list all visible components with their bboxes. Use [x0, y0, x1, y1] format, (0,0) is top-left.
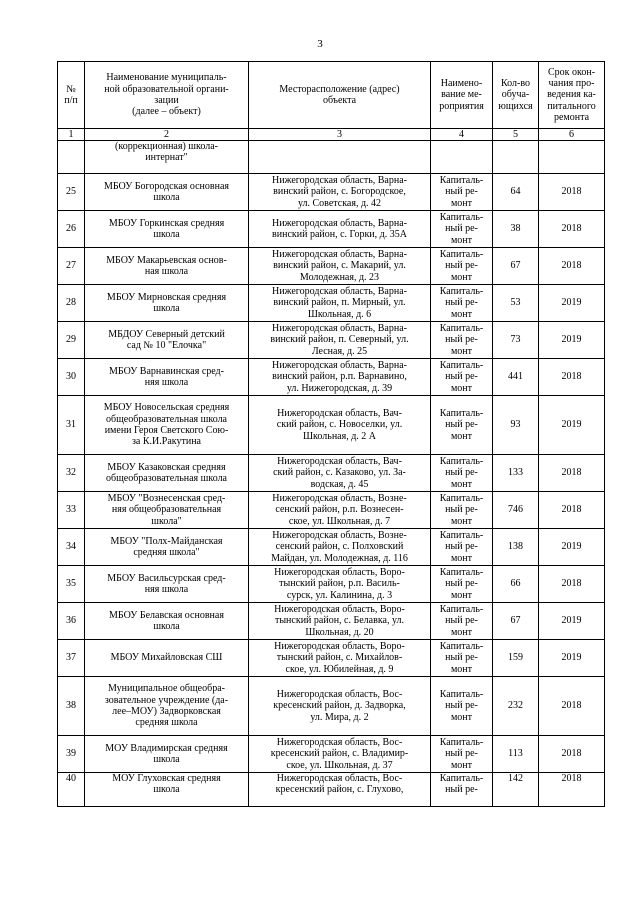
cell-year: 2018: [539, 492, 605, 529]
cell-name: МОУ Глуховская средняя школа: [85, 773, 249, 807]
cell-address: Нижегородская область, Воро- тынский район, р.п. Василь- сурск, ул. Калинина, д. 3: [249, 566, 431, 603]
cell-year: 2019: [539, 603, 605, 640]
cell-name: МБОУ Михайловская СШ: [85, 640, 249, 677]
cell-event: Капиталь- ный ре- монт: [431, 677, 493, 736]
cell-year: 2019: [539, 640, 605, 677]
table-row: [58, 211, 605, 248]
cell-year: 2019: [539, 322, 605, 359]
cell-name: МБОУ Горкинская средняя школа: [85, 211, 249, 248]
cell-name: Муниципальное общеобра- зовательное учреждение (да- лее–МОУ) Задворковская средняя школа: [85, 677, 249, 736]
cell-name: МБОУ Васильсурская сред- няя школа: [85, 566, 249, 603]
cell-no: 36: [58, 603, 85, 640]
cell-no: 31: [58, 396, 85, 455]
cell-count: 746: [493, 492, 539, 529]
cell-year: 2018: [539, 248, 605, 285]
column-number: 5: [493, 129, 539, 141]
cell-name: МБОУ Макарьевская основ- ная школа: [85, 248, 249, 285]
cell-event: Капиталь- ный ре- монт: [431, 455, 493, 492]
cell-address: Нижегородская область, Воро- тынский район, с. Михайлов- ское, ул. Юбилейная, д. 9: [249, 640, 431, 677]
cell-count: 232: [493, 677, 539, 736]
cell-name: (коррекционная) школа- интернат": [85, 141, 249, 174]
cell-address: Нижегородская область, Варна- винский район, п. Мирный, ул. Школьная, д. 6: [249, 285, 431, 322]
column-number: 2: [85, 129, 249, 141]
cell-event: Капиталь- ный ре- монт: [431, 736, 493, 773]
cell-year: 2018: [539, 455, 605, 492]
cell-name: МБОУ Новосельская средняя общеобразовательная школа имени Героя Светского Сою- за К.И.Ракутина: [85, 396, 249, 455]
cell-count: 159: [493, 640, 539, 677]
cell-count: 67: [493, 248, 539, 285]
cell-no: 35: [58, 566, 85, 603]
cell-no: 40: [58, 773, 85, 807]
cell-name: МБОУ Казаковская средняя общеобразовательная школа: [85, 455, 249, 492]
table-header-row: [58, 62, 605, 129]
objects-table: [57, 61, 605, 807]
cell-address: Нижегородская область, Вач- ский район, с. Новоселки, ул. Школьная, д. 2 А: [249, 396, 431, 455]
cell-year: 2018: [539, 773, 605, 807]
cell-event: Капиталь- ный ре- монт: [431, 322, 493, 359]
cell-no: 30: [58, 359, 85, 396]
cell-year: 2018: [539, 174, 605, 211]
cell-no: 25: [58, 174, 85, 211]
cell-count: 142: [493, 773, 539, 807]
cell-year: 2018: [539, 359, 605, 396]
cell-event: Капиталь- ный ре- монт: [431, 603, 493, 640]
cell-no: 34: [58, 529, 85, 566]
cell-no: 28: [58, 285, 85, 322]
cell-address: Нижегородская область, Варна- винский район, с. Богородское, ул. Советская, д. 42: [249, 174, 431, 211]
cell-event: Капиталь- ный ре- монт: [431, 211, 493, 248]
cell-address: Нижегородская область, Вос- кресенский район, с. Владимир- ское, ул. Школьная, д. 37: [249, 736, 431, 773]
column-header-address: Месторасположение (адрес) объекта: [249, 62, 431, 129]
cell-name: МБОУ Варнавинская сред- няя школа: [85, 359, 249, 396]
cell-event: Капиталь- ный ре- монт: [431, 566, 493, 603]
cell-address: Нижегородская область, Варна- винский район, с. Горки, д. 35А: [249, 211, 431, 248]
column-header-name: Наименование муниципаль- ной образовательной органи- зации (далее – объект): [85, 62, 249, 129]
column-header-no: № п/п: [58, 62, 85, 129]
cell-address: Нижегородская область, Возне- сенский район, р.п. Вознесен- ское, ул. Школьная, д. 7: [249, 492, 431, 529]
column-header-event: Наимено- вание ме- роприятия: [431, 62, 493, 129]
cell-event: Капиталь- ный ре- монт: [431, 640, 493, 677]
cell-year: 2018: [539, 736, 605, 773]
cell-name: МБОУ Мирновская средняя школа: [85, 285, 249, 322]
cell-count: 53: [493, 285, 539, 322]
cell-address: Нижегородская область, Варна- винский район, п. Северный, ул. Лесная, д. 25: [249, 322, 431, 359]
cell-count: 66: [493, 566, 539, 603]
cell-no: 38: [58, 677, 85, 736]
column-header-deadline: Срок окон- чания про- ведения ка- питального ремонта: [539, 62, 605, 129]
table-row: [58, 174, 605, 211]
cell-no: 39: [58, 736, 85, 773]
cell-event: Капиталь- ный ре- монт: [431, 285, 493, 322]
column-number: 3: [249, 129, 431, 141]
cell-no: 32: [58, 455, 85, 492]
cell-address: Нижегородская область, Вос- кресенский район, с. Глухово,: [249, 773, 431, 807]
column-number: 1: [58, 129, 85, 141]
continuation-row: [58, 141, 605, 174]
table-row: [58, 773, 605, 807]
cell-no: 29: [58, 322, 85, 359]
cell-address: Нижегородская область, Варна- винский район, с. Макарий, ул. Молодежная, д. 23: [249, 248, 431, 285]
cell-count: 441: [493, 359, 539, 396]
cell-count: 64: [493, 174, 539, 211]
table-row: [58, 640, 605, 677]
cell-year: 2019: [539, 529, 605, 566]
cell-name: МБОУ "Вознесенская сред- няя общеобразовательная школа": [85, 492, 249, 529]
cell-count: 67: [493, 603, 539, 640]
cell-event: Капиталь- ный ре- монт: [431, 359, 493, 396]
cell-event: Капиталь- ный ре- монт: [431, 396, 493, 455]
page-number: 3: [317, 38, 323, 50]
table-row: [58, 396, 605, 455]
cell-year: 2018: [539, 677, 605, 736]
table-row: [58, 455, 605, 492]
cell-no: 26: [58, 211, 85, 248]
table-row: [58, 566, 605, 603]
table-row: [58, 529, 605, 566]
cell-no: 37: [58, 640, 85, 677]
cell-address: Нижегородская область, Вач- ский район, с. Казаково, ул. За- водская, д. 45: [249, 455, 431, 492]
table-row: [58, 322, 605, 359]
table-row: [58, 492, 605, 529]
cell-address: Нижегородская область, Воро- тынский район, с. Белавка, ул. Школьная, д. 20: [249, 603, 431, 640]
cell-no: 27: [58, 248, 85, 285]
table-row: [58, 359, 605, 396]
cell-address: Нижегородская область, Вос- кресенский район, д. Задворка, ул. Мира, д. 2: [249, 677, 431, 736]
cell-year: 2019: [539, 396, 605, 455]
cell-no: 33: [58, 492, 85, 529]
cell-event: Капиталь- ный ре- монт: [431, 492, 493, 529]
cell-count: 73: [493, 322, 539, 359]
cell-count: 138: [493, 529, 539, 566]
cell-year: 2018: [539, 211, 605, 248]
cell-name: МБОУ Богородская основная школа: [85, 174, 249, 211]
cell-count: 133: [493, 455, 539, 492]
cell-name: МБДОУ Северный детский сад № 10 "Елочка": [85, 322, 249, 359]
cell-count: 38: [493, 211, 539, 248]
cell-name: МБОУ Белавская основная школа: [85, 603, 249, 640]
table-row: [58, 248, 605, 285]
column-number: 4: [431, 129, 493, 141]
cell-address: Нижегородская область, Варна- винский район, р.п. Варнавино, ул. Нижегородская, д. 39: [249, 359, 431, 396]
cell-event: Капиталь- ный ре-: [431, 773, 493, 807]
column-numbers-row: [58, 129, 605, 141]
table-row: [58, 736, 605, 773]
table-row: [58, 285, 605, 322]
cell-event: Капиталь- ный ре- монт: [431, 529, 493, 566]
table-row: [58, 677, 605, 736]
cell-year: 2019: [539, 285, 605, 322]
cell-event: Капиталь- ный ре- монт: [431, 174, 493, 211]
table-row: [58, 603, 605, 640]
cell-name: МОУ Владимирская средняя школа: [85, 736, 249, 773]
cell-event: Капиталь- ный ре- монт: [431, 248, 493, 285]
cell-count: 113: [493, 736, 539, 773]
cell-year: 2018: [539, 566, 605, 603]
cell-address: Нижегородская область, Возне- сенский район, с. Полховский Майдан, ул. Молодежная, д. 116: [249, 529, 431, 566]
cell-name: МБОУ "Полх-Майданская средняя школа": [85, 529, 249, 566]
cell-count: 93: [493, 396, 539, 455]
column-number: 6: [539, 129, 605, 141]
column-header-count: Кол-во обуча- ющихся: [493, 62, 539, 129]
